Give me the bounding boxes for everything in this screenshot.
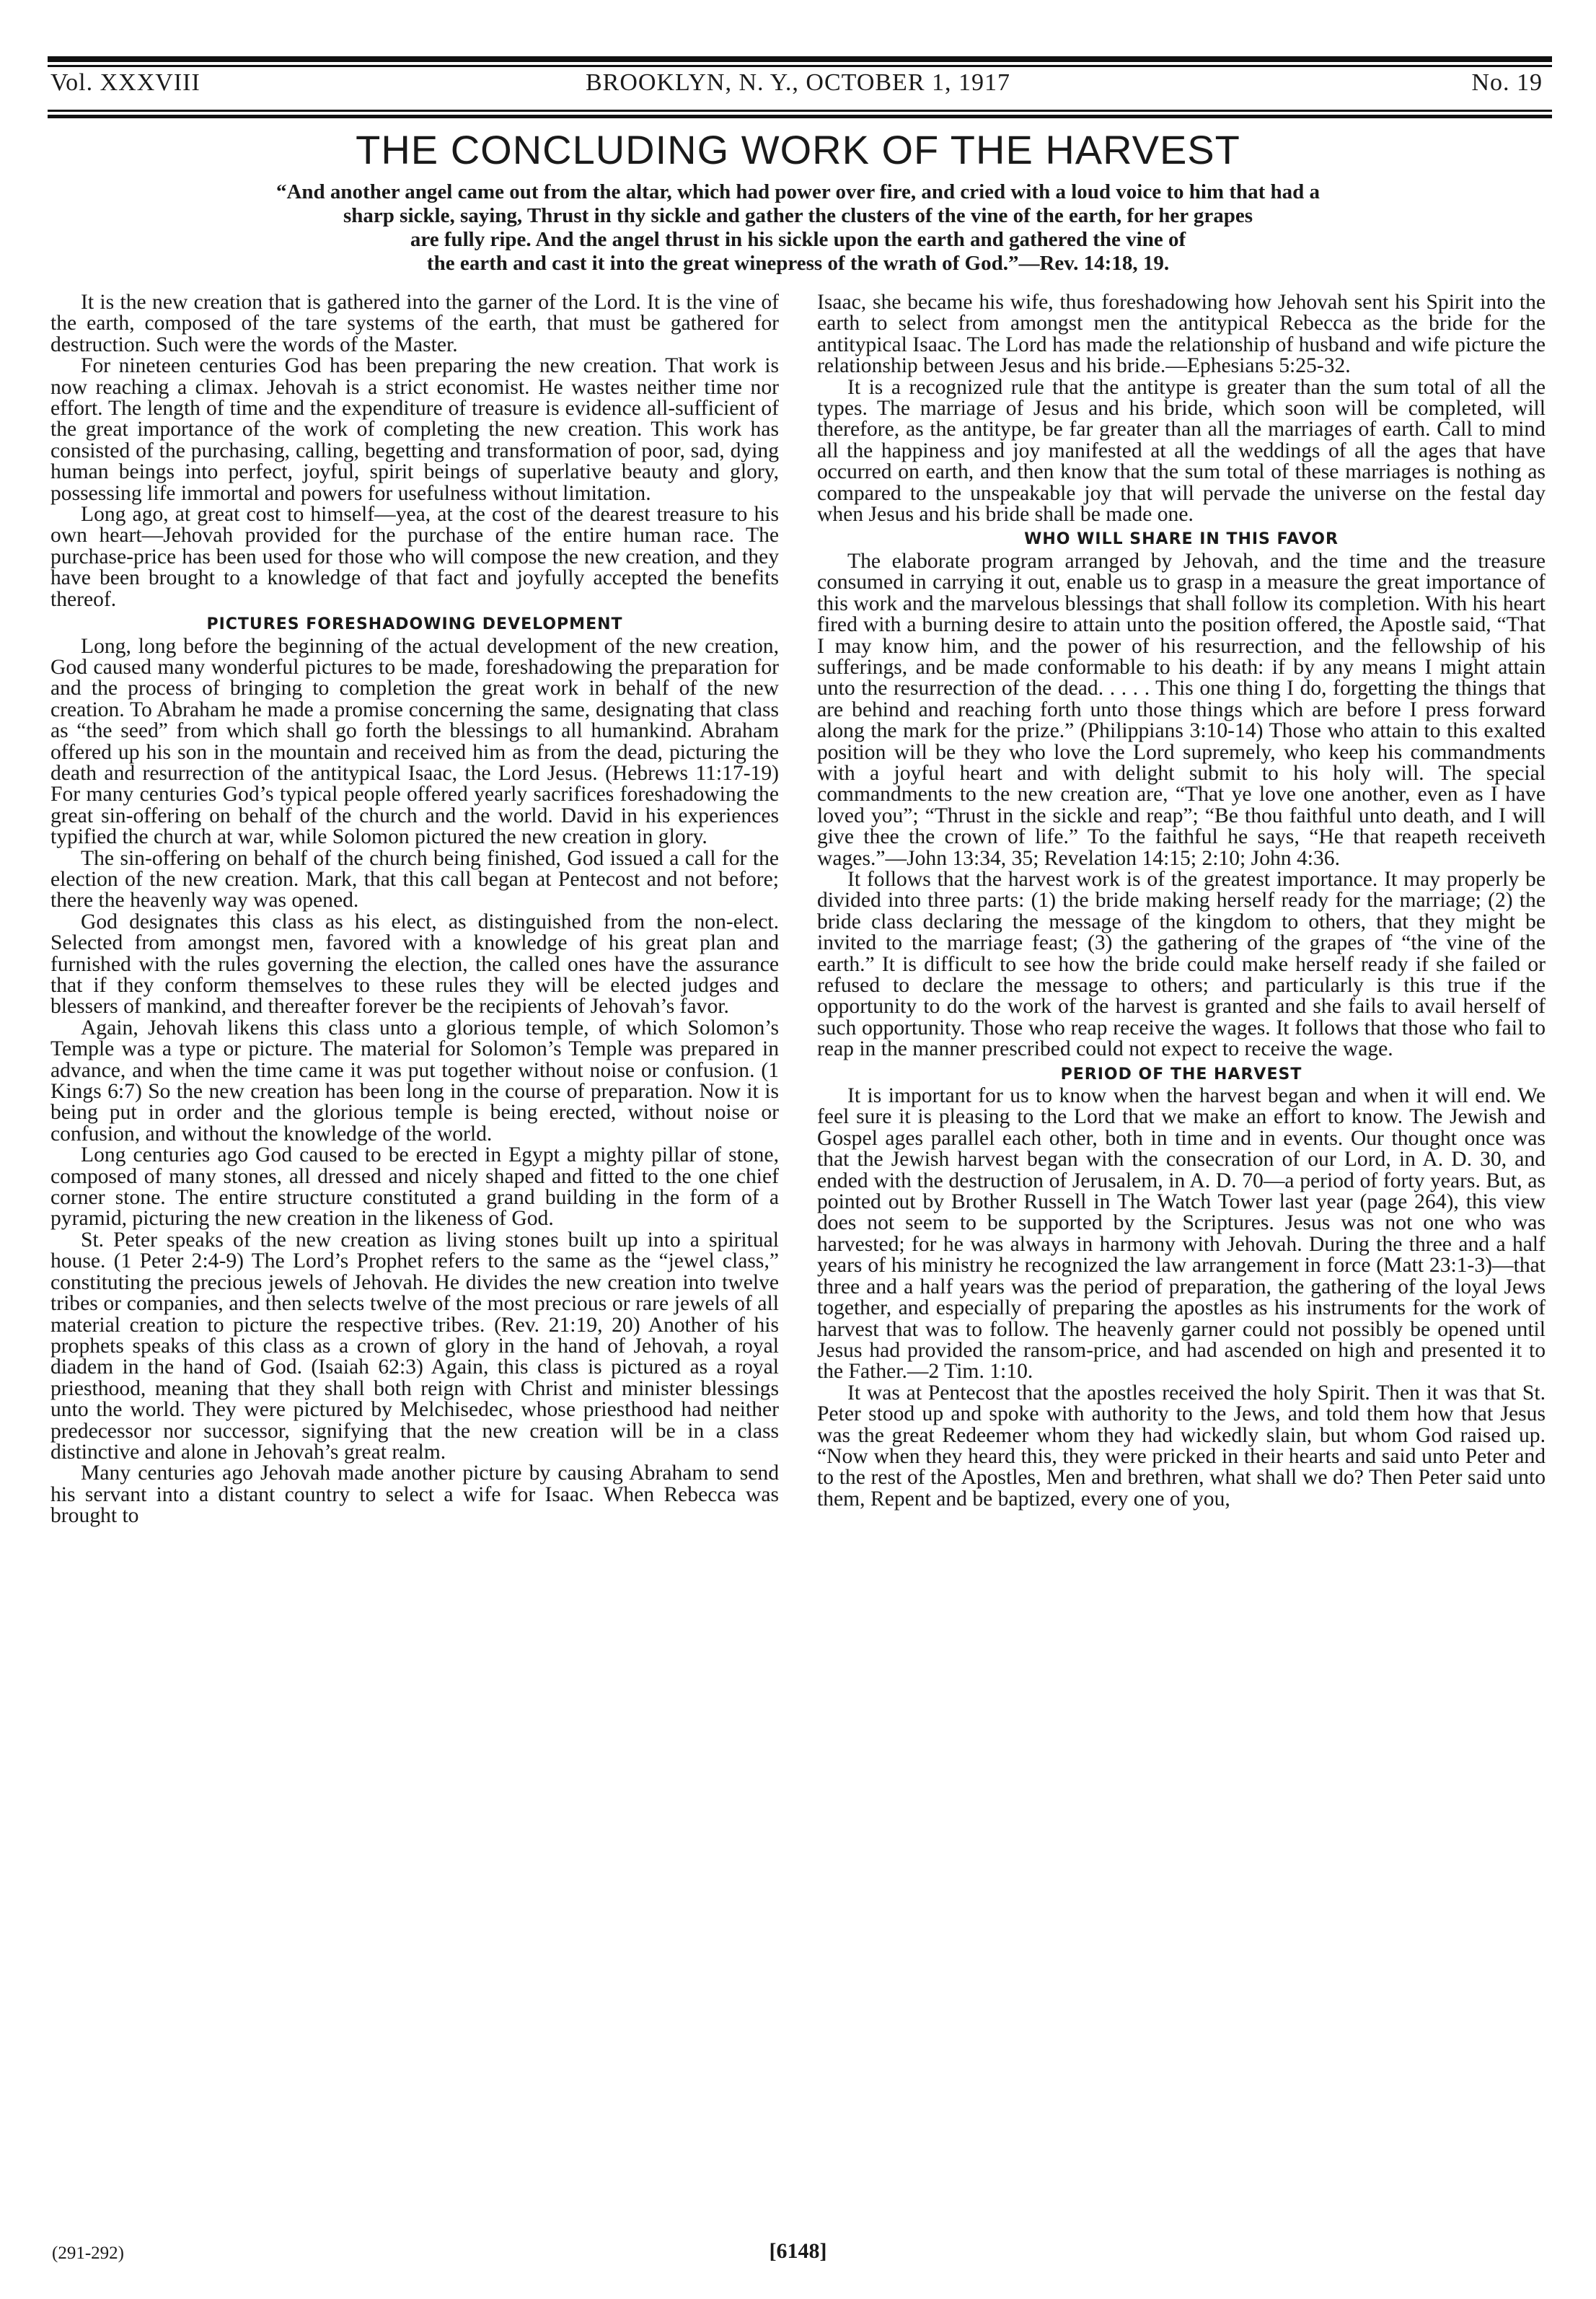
section-heading: PICTURES FORESHADOWING DEVELOPMENT: [206, 615, 623, 634]
paragraph: Long centuries ago God caused to be erected in Egypt a mighty pillar of stone, composed of many stones, all dressed and nicely shaped and fitted to the one chief corner stone. The entire structure constituted a grand building in the form of a pyramid, picturing the new creation in the likeness of God.: [50, 1143, 779, 1231]
masthead-rule: [48, 65, 1552, 67]
paragraph: It follows that the harvest work is of the greatest importance. It may properly be divided into three parts: (1) the bride making herself ready for the marriage; (2) the bride class declaring the message of the kingdom to others, that they might be invited to the marriage feast; (3) the gathering of the grapes of “the vine of the earth.” It is difficult to see how the bride could make herself ready if she failed or refused to declare the message to others; and particularly is this true if the opportunity to do the work of the harvest is granted and she fails to avail herself of such opportunity. Those who reap receive the wages. It follows that those who fail to reap in the manner prescribed could not expect to receive the wage.: [817, 867, 1546, 1061]
section-heading: WHO WILL SHARE IN THIS FAVOR: [1024, 530, 1339, 549]
paragraph: It is the new creation that is gathered into the garner of the Lord. It is the vine of the earth, composed of the tare systems of the earth, that must be gathered for destruction. Such were the words of the Master.: [50, 291, 779, 356]
epigraph-line: are fully ripe. And the angel thrust in his sickle upon the earth and gathered the vine of: [410, 228, 1186, 251]
epigraph-line: the earth and cast it into the great winepress of the wrath of God.”—Rev. 14:18, 19.: [426, 252, 1170, 275]
paragraph: Isaac, she became his wife, thus foreshadowing how Jehovah sent his Spirit into the earth to select from amongst men the antitypical Rebecca as the bride for the antitypical Isaac. The Lord has made the relationship of husband and wife picture the relationship between Jesus and his bride.—Ephesians 5:25-32.: [817, 291, 1546, 378]
masthead-rule: [48, 56, 1552, 62]
left-column: [50, 292, 779, 1527]
paragraph: St. Peter speaks of the new creation as living stones built up into a spiritual house. (1 Peter 2:4-9) The Lord’s Prophet refers to the same as the “jewel class,” constituting the precious jewels of Jehovah. He divides the new creation into twelve tribes or companies, and then selects twelve of the most precious or rare jewels of all material creation to picture the respective tribes. (Rev. 21:19, 20) Another of his prophets speaks of this class as a crown of glory in the hand of Jehovah, a royal diadem in the hand of God. (Isaiah 62:3) Again, this class is pictured as a royal priesthood, meaning that they shall both reign with Christ and minister blessings unto the world. They were pictured by Melchisedec, whose priesthood had neither predecessor nor successor, signifying that the new creation will be in a class distinctive and alone in Jehovah’s great realm.: [50, 1228, 779, 1464]
masthead-rule: [48, 115, 1552, 118]
paragraph: For nineteen centuries God has been preparing the new creation. That work is now reaching a climax. Jehovah is a strict economist. He wastes neither time nor effort. The length of time and the expenditure of treasure is evidence all-sufficient of the great importance of the work of completing the new creation. This work has consisted of the purchasing, calling, begetting and transformation of poor, sad, dying human beings into perfect, joyful, spirit beings of superlative beauty and glory, possessing life immortal and powers for usefulness without limitation.: [50, 354, 779, 505]
masthead-rule: [48, 110, 1552, 112]
paragraph: The sin-offering on behalf of the church being finished, God issued a call for the election of the new creation. Mark, that this call began at Pentecost and not before; there the heavenly way was opened.: [50, 846, 779, 913]
paragraph: The elaborate program arranged by Jehovah, and the time and the treasure consumed in carrying it out, enable us to grasp in a measure the great importance of this work and the marvelous blessings that shall follow its completion. With his heart fired with a burning desire to attain unto the position offered, the Apostle said, “That I may know him, and the power of his resurrection, and the fellowship of his sufferings, and be made conformable to his death: if by any means I might attain unto the resurrection of the dead. . . . . This one thing I do, forgetting the things that are behind and reaching forth unto those things which are before I press forward along the mark for the prize.” (Philippians 3:10-14) Those who attain to this exalted position will be they who love the Lord supremely, who keep his commandments with a joyful heart and with delight submit to his holy will. The special commandments to the new creation are, “That ye love one another, even as I have loved you”; “Thrust in the sickle and reap”; “Be thou faithful unto death, and I will give thee the crown of life.” To the faithful he says, “He that reapeth receiveth wages.”—John 13:34, 35; Revelation 14:15; 2:10; John 4:36.: [817, 549, 1546, 870]
paragraph: Long, long before the beginning of the actual development of the new creation, God caused many wonderful pictures to be made, foreshadowing the preparation for and the process of bringing to completion the great work in behalf of the new creation. To Abraham he made a promise concerning the same, designating that class as “the seed” from which shall go forth the blessings to all humankind. Abraham offered up his son in the mountain and received him as from the dead, picturing the death and resurrection of the antitypical Isaac, the Lord Jesus. (Hebrews 11:17-19) For many centuries God’s typical people offered yearly sacrifices foreshadowing the great sin-offering on behalf of the church and the world. David in his experiences typified the church at war, while Solomon pictured the new creation in glory.: [50, 634, 779, 849]
paragraph: Again, Jehovah likens this class unto a glorious temple, of which Solomon’s Temple was a type or picture. The material for Solomon’s Temple was prepared in advance, and when the time came it was put together without noise or confusion. (1 Kings 6:7) So the new creation has been long in the course of preparation. Now it is being put in order and the glorious temple is being erected, without noise or confusion, and without the knowledge of the world.: [50, 1016, 779, 1146]
paragraph: Many centuries ago Jehovah made another picture by causing Abraham to send his servant into a distant country to select a wife for Isaac. When Rebecca was brought to: [50, 1461, 779, 1528]
epigraph: [87, 180, 1509, 276]
section-heading: PERIOD OF THE HARVEST: [1060, 1065, 1302, 1083]
volume-number: Vol. XXXVIII: [50, 69, 200, 96]
issue-number: No. 19: [1471, 69, 1543, 96]
article-title: THE CONCLUDING WORK OF THE HARVEST: [356, 127, 1240, 172]
paragraph: Long ago, at great cost to himself—yea, at the cost of the dearest treasure to his own heart—Jehovah provided for the purchase of the entire human race. The purchase-price has been used for those who will compose the new creation, and they have been brought to a knowledge of that fact and joyfully accepted the benefits thereof.: [50, 503, 779, 611]
paragraph: It was at Pentecost that the apostles received the holy Spirit. Then it was that St. Peter stood up and spoke with authority to the Jews, and told them how that Jesus was the great Redeemer whom they had wickedly slain, but whom God raised up. “Now when they heard this, they were pricked in their hearts and said unto Peter and to the rest of the Apostles, Men and brethren, what shall we do? Then Peter said unto them, Repent and be baptized, every one of you,: [817, 1381, 1546, 1511]
paragraph: It is important for us to know when the harvest began and when it will end. We feel sure it is pleasing to the Lord that we make an effort to know. The Jewish and Gospel ages parallel each other, both in time and in events. Our thought once was that the Jewish harvest began with the consecration of our Lord, in A. D. 30, and ended with the destruction of Jerusalem, in A. D. 70—a period of forty years. But, as pointed out by Brother Russell in The Watch Tower last year (page 264), this view does not seem to be supported by the Scriptures. Jesus was not one who was harvested; for he was always in harmony with Jehovah. During the three and a half years of his ministry he recognized the law arrangement in force (Matt 23:1-3)—that three and a half years was the period of preparation, the gathering of the loyal Jews together, and especially of preparing the apostles as his instruments for the work of harvest that was to follow. The heavenly garner could not possibly be opened until Jesus had provided the ransom-price, and had ascended on high and presented it to the Father.—2 Tim. 1:10.: [817, 1084, 1546, 1384]
paragraph: It is a recognized rule that the antitype is greater than the sum total of all the types. The marriage of Jesus and his bride, which soon will be completed, will therefore, as the antitype, be far greater than all the marriages of earth. Call to mind all the happiness and joy manifested at all the weddings of all the ages that have occurred on earth, and then know that the sum total of these marriages is nothing as compared to the unspeakable joy that will pervade the universe on the festal day when Jesus and his bride shall be made one.: [817, 375, 1546, 527]
paragraph: God designates this class as his elect, as distinguished from the non-elect. Selected from amongst men, favored with a knowledge of his great plan and furnished with the rules governing the election, the called ones have the assurance that if they conform themselves to these rules they will be elected judges and blessers of mankind, and thereafter forever be the recipients of Jehovah’s favor.: [50, 910, 779, 1019]
dateline: BROOKLYN, N. Y., OCTOBER 1, 1917: [585, 69, 1010, 96]
epigraph-line: “And another angel came out from the altar, which had power over fire, and cried with a loud voice to him that had a: [275, 180, 1321, 203]
page-number: [6148]: [769, 2239, 827, 2263]
epigraph-line: sharp sickle, saying, Thrust in thy sickle and gather the clusters of the vine of the earth, for her grapes: [343, 204, 1253, 227]
right-column: [817, 292, 1546, 1510]
folio: (291-292): [52, 2243, 124, 2263]
